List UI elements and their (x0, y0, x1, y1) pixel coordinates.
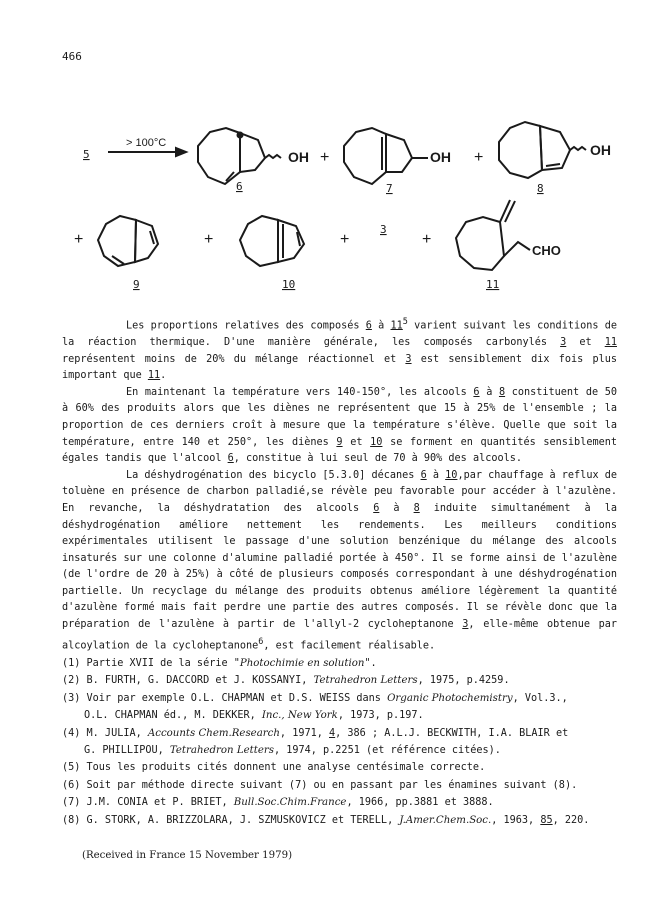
paragraph-1: Les proportions relatives des composés 6 à $11^5$ varient suivant les conditions de la réaction thermique. D'une manière générale, les composés carbonylés 3 et 11 représentent moins de 20% du mélange réactionnel et 3 est sensiblement dix fois plus important que 11. (62, 317, 617, 382)
reference-7: (7) J.M. CONIA et P. BRIET, Bull.Soc.Chim.France, 1966, pp.3881 et 3888. (62, 797, 494, 809)
reference-5: (5) Tous les produits cités donnent une analyse centésimale correcte. (62, 762, 486, 774)
paragraph-2: En maintenant la température vers 140-150°, les alcools 6 à 8 constituent de 50 à 60% des produits alors que les diènes ne représentent que 15 à 25% de l'ensemble ; la proportion de ces derniers croît à mesure que la température s'élève. Quelle que soit la température, entre 140 et 250°, les diènes 9 et 10 se forment en quantités sensiblement égales tandis que l'alcool 6, constitue à lui seul de 70 à 90% des alcools. (62, 386, 617, 465)
structure-7 (344, 128, 428, 184)
arrow-head (176, 148, 186, 156)
structure-9 (98, 216, 158, 266)
received-date: (Received in France 15 November 1979) (82, 850, 293, 861)
plus-5: + (340, 231, 350, 248)
reference-2: (2) B. FURTH, G. DACCORD et J. KOSSANYI, Tetrahedron Letters, 1975, p.4259. (62, 675, 510, 687)
label-compound-11: 11 (486, 278, 500, 291)
plus-4: + (204, 231, 214, 248)
structure-6 (198, 128, 281, 184)
structure-10 (240, 216, 304, 266)
reference-1: (1) Partie XVII de la série "Photochimie en solution". (62, 658, 377, 669)
body-text (62, 314, 617, 655)
cho-group: CHO (532, 243, 561, 258)
label-compound-8: 8 (537, 182, 544, 195)
label-compound-9: 9 (133, 278, 140, 291)
oh-group-6: OH (288, 149, 309, 165)
structure-8 (499, 122, 586, 178)
label-compound-10: 10 (282, 278, 296, 291)
label-compound-3: 3 (380, 223, 387, 236)
references (62, 655, 622, 829)
label-compound-7: 7 (386, 182, 393, 195)
structure-11 (456, 200, 530, 270)
reference-4-continued: G. PHILLIPOU, Tetrahedron Letters, 1974, p.2251 (et référence citées). (84, 745, 501, 757)
plus-3: + (74, 231, 84, 248)
oh-group-7: OH (430, 149, 451, 165)
reaction-condition: > 100°C (126, 137, 167, 149)
reference-8: (8) G. STORK, A. BRIZZOLARA, J. SZMUSKOVICZ et TERELL, J.Amer.Chem.Soc., 1963, 85, 220. (62, 814, 590, 826)
paragraph-3: La déshydrogénation des bicyclo [5.3.0] décanes 6 à 10,par chauffage à reflux de toluène en présence de charbon palladié,se révèle peu favorable pour accéder à l'azulène. En revanche, la déshydratation des alcools 6 à 8 induite simultanément à la déshydrogénation améliore nettement les rendements. Les meilleurs conditions expérimentales utilisent le passage d'une solution benzénique du mélange des alcools insaturés sur une colonne d'alumine palladié portée à 450°. Il se forme ainsi de l'azulène (de l'ordre de 20 à 25%) à côté de plusieurs composés correspondant à une déshydrogénation partielle. Un recyclage du mélange des produits obtenus améliore légèrement la quantité d'azulène formé mais fait perdre une partie des autres composés. Il se révèle donc que la préparation de l'azulène à partir de l'allyl-2 cycloheptanone 3, elle-même obtenue par alcoylation de la cycloheptanone$^6$, est facilement réalisable. (62, 469, 618, 652)
reference-6: (6) Soit par méthode directe suivant (7) ou en passant par les énamines suivant (8). (62, 779, 578, 791)
oh-group-8: OH (590, 142, 611, 158)
label-reactant: 5 (83, 148, 90, 161)
reaction-scheme (0, 0, 672, 300)
plus-1: + (320, 149, 330, 166)
reference-3: (3) Voir par exemple O.L. CHAPMAN et D.S. WEISS dans Organic Photochemistry, Vol.3., (62, 692, 568, 704)
reference-4: (4) M. JULIA, Accounts Chem.Research, 1971, 4, 386 ; A.L.J. BECKWITH, I.A. BLAIR et (62, 727, 569, 739)
plus-6: + (422, 231, 432, 248)
plus-2: + (474, 149, 484, 166)
page-number: 466 (62, 50, 82, 63)
label-compound-6: 6 (236, 180, 243, 193)
reference-3-continued: O.L. CHAPMAN éd., M. DEKKER, Inc., New York, 1973, p.197. (84, 710, 424, 722)
